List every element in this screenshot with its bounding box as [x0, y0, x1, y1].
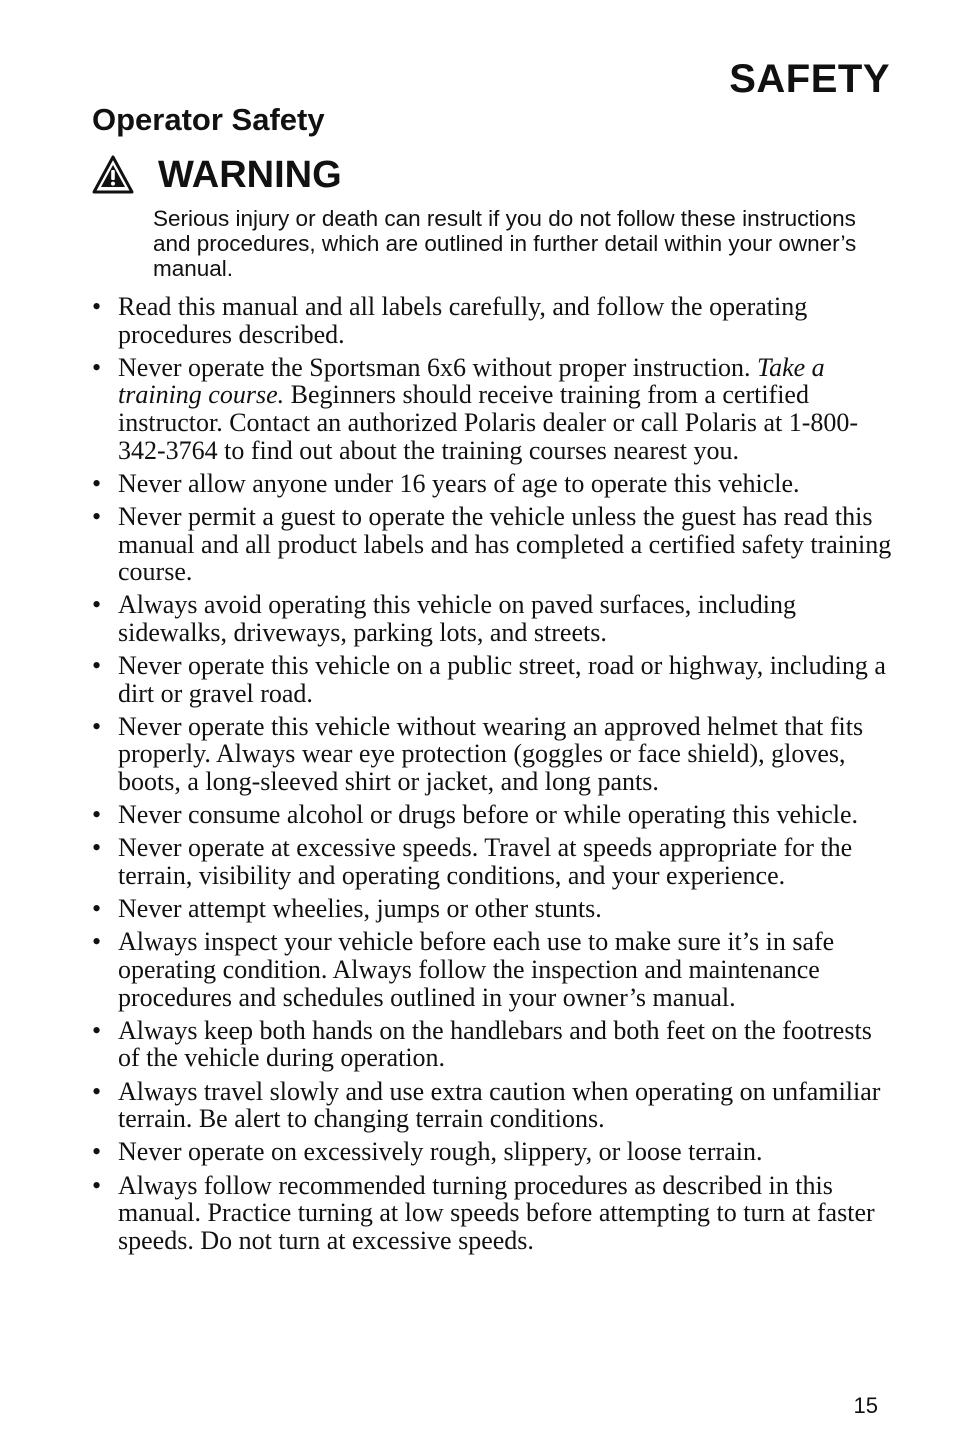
- bullet-symbol: •: [92, 800, 102, 830]
- list-item: [92, 652, 892, 707]
- bullet-symbol: •: [92, 1170, 102, 1200]
- list-item-text: Never permit a guest to operate the vehicle unless the guest has read this manual and all product labels and has completed a certified safety training course.: [118, 501, 892, 587]
- list-item-text: Never attempt wheelies, jumps or other stunts.: [118, 894, 602, 924]
- list-item: [92, 895, 892, 923]
- list-item: [92, 503, 892, 586]
- list-item-text: Never operate this vehicle without wearing an approved helmet that fits properly. Always wear eye protection (goggles or face shield), gloves, boots, a long-sleeved shirt or jacket, and long pants.: [118, 711, 864, 797]
- list-item: [92, 591, 892, 646]
- list-item: [92, 1078, 892, 1133]
- list-item: [92, 801, 892, 829]
- list-item-text-part: Beginners should receive training from a certified instructor. Contact an authorized Polaris dealer or call Polaris at 1-800-342-3764 to find out about the training courses nearest you.: [118, 380, 859, 465]
- list-item: [92, 470, 892, 498]
- subsection-title: Operator Safety: [92, 102, 325, 137]
- list-item-text: Never operate at excessive speeds. Travel at speeds appropriate for the terrain, visibility and operating conditions, and your experience.: [118, 833, 853, 891]
- list-item: [92, 293, 892, 348]
- section-title: SAFETY: [729, 57, 890, 101]
- bullet-symbol: •: [92, 590, 102, 620]
- list-item-text: Read this manual and all labels carefully, and follow the operating procedures described.: [118, 292, 808, 349]
- list-item-emphasis: Take a training course.: [118, 352, 825, 410]
- list-item-text: Always avoid operating this vehicle on paved surfaces, including sidewalks, driveways, parking lots, and streets.: [118, 590, 796, 647]
- warning-text: Serious injury or death can result if you do not follow these instructions and procedures, which are outlined in further detail within your owner’s manual.: [153, 206, 857, 281]
- bullet-symbol: •: [92, 1015, 102, 1045]
- warning-header: [92, 151, 342, 199]
- list-item: [92, 1017, 892, 1072]
- list-item-text: Never operate this vehicle on a public street, road or highway, including a dirt or gravel road.: [118, 651, 886, 708]
- list-item-text: Always follow recommended turning procedures as described in this manual. Practice turning at low speeds before attempting to turn at faster speeds. Do not turn at excessive speeds.: [118, 1170, 875, 1255]
- warning-title: WARNING: [158, 154, 342, 196]
- list-item-text: Never operate on excessively rough, slippery, or loose terrain.: [118, 1137, 763, 1167]
- bullet-symbol: •: [92, 894, 102, 924]
- list-item: [92, 834, 892, 889]
- bullet-symbol: •: [92, 501, 102, 531]
- page-number: 15: [853, 1393, 878, 1418]
- list-item: [92, 928, 892, 1011]
- list-item-text-part: Never operate the Sportsman 6x6 without proper instruction.: [118, 352, 758, 382]
- bullet-symbol: •: [92, 352, 102, 382]
- list-item: [92, 1172, 892, 1255]
- bullet-symbol: •: [92, 833, 102, 863]
- list-item: [92, 713, 892, 796]
- bullet-symbol: •: [92, 651, 102, 681]
- list-item-text: Always travel slowly and use extra caution when operating on unfamiliar terrain. Be alert to changing terrain conditions.: [118, 1076, 881, 1134]
- list-item-text: Never consume alcohol or drugs before or while operating this vehicle.: [118, 800, 859, 830]
- list-item: [92, 1138, 892, 1166]
- bullet-symbol: •: [92, 1076, 102, 1106]
- warning-triangle-icon: [92, 154, 134, 196]
- list-item: [92, 354, 892, 464]
- list-item-text: Never allow anyone under 16 years of age to operate this vehicle.: [118, 468, 800, 498]
- bullet-symbol: •: [92, 927, 102, 957]
- list-item-text: [118, 353, 858, 465]
- safety-rules-list: [92, 293, 892, 1260]
- list-item-text: Always inspect your vehicle before each use to make sure it’s in safe operating condition. Always follow the inspection and maintenance procedures and schedules outlined in your owner’s manual.: [118, 927, 835, 1012]
- bullet-symbol: •: [92, 468, 102, 498]
- bullet-symbol: •: [92, 292, 102, 321]
- bullet-symbol: •: [92, 711, 102, 741]
- bullet-symbol: •: [92, 1137, 102, 1167]
- list-item-text: Always keep both hands on the handlebars and both feet on the footrests of the vehicle during operation.: [118, 1015, 872, 1073]
